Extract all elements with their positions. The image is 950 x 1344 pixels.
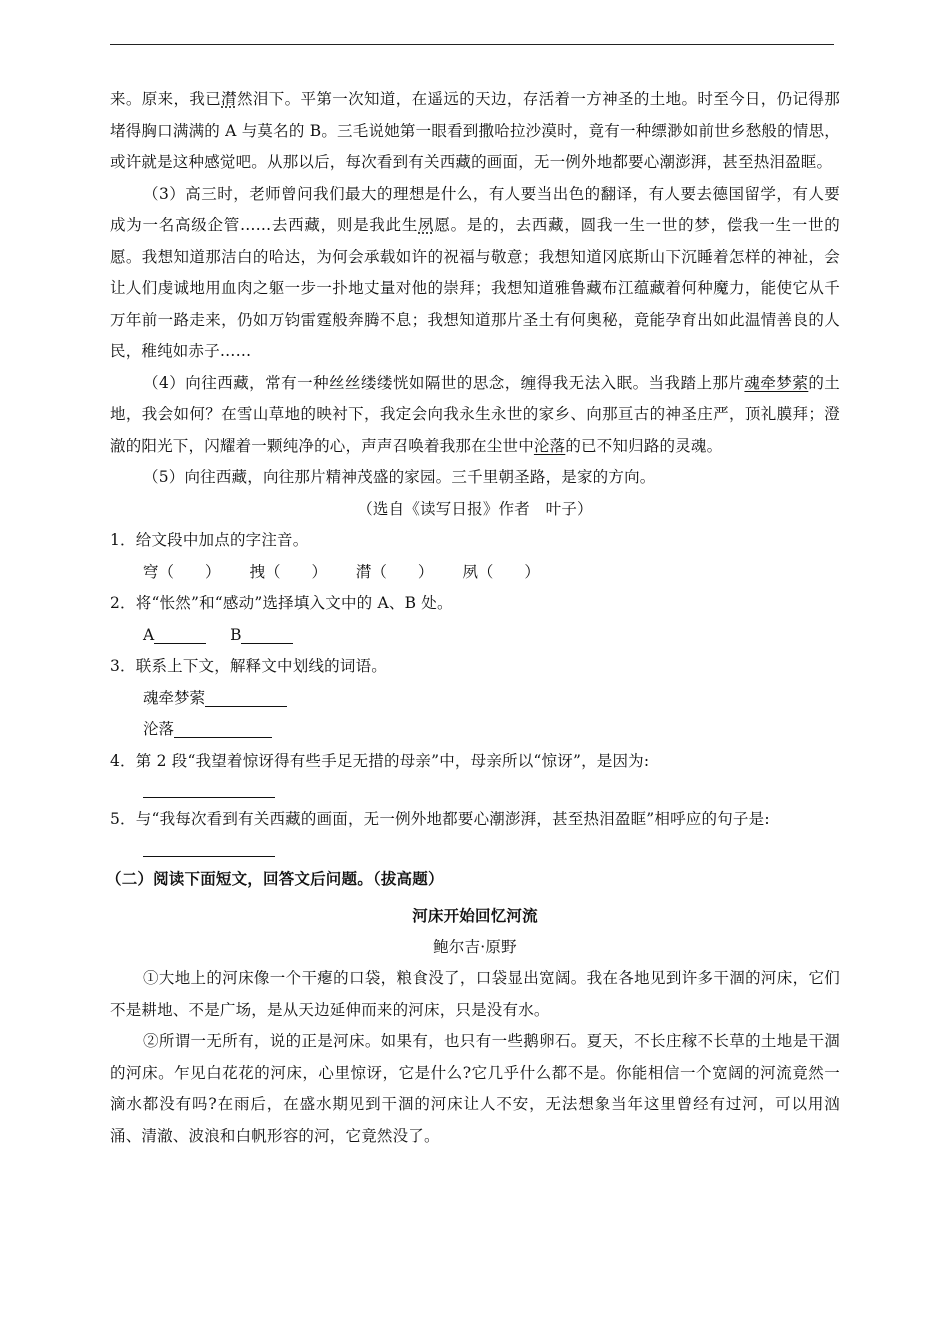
dotted-character: 潸	[221, 90, 237, 108]
pinyin-blank-2[interactable]: 拽（ ）	[249, 562, 327, 581]
term-2: 沦落	[143, 720, 175, 738]
question-3-item-2	[110, 714, 840, 746]
dotted-character: 夙	[418, 216, 435, 234]
text-run: 来。原来，我已	[110, 90, 222, 108]
paragraph-3	[110, 179, 840, 368]
document-body	[106, 84, 841, 1152]
underlined-term: 沦落	[533, 436, 566, 455]
paragraph-4	[110, 368, 840, 463]
text-run: （3）高三时，老师曾问我们最大的理想是什么，有人要当出色的翻译，有人要去德国留学，有人要成为一名高级企管……去西藏，则是我此生	[110, 184, 840, 234]
paragraph-5: （5）向往西藏，向往那片精神茂盛的家园。三千里朝圣路，是家的方向。	[143, 468, 656, 486]
question-2: 2．将“怅然”和“感动”选择填入文中的 A、B 处。	[110, 594, 453, 612]
question-4: 4．第 2 段“我望着惊讶得有些手足无措的母亲”中，母亲所以“惊讶”，是因为:	[110, 751, 650, 770]
term-1-blank[interactable]	[205, 688, 287, 707]
answer-b-blank[interactable]	[241, 625, 293, 644]
text-run: （4）向往西藏，常有一种丝丝缕缕恍如隔世的思念，缠得我无法入眠。当我踏上那片	[143, 373, 745, 392]
question-3: 3．联系上下文，解释文中划线的词语。	[110, 657, 387, 675]
question-1-items	[110, 557, 840, 589]
pinyin-blank-1[interactable]: 穹（ ）	[143, 562, 221, 581]
answer-a-blank[interactable]	[154, 625, 206, 644]
article-paragraph-2: ②所谓一无所有，说的正是河床。如果有，也只有一些鹅卵石。夏天，不长庄稼不长草的土地是干涸的河床。乍见白花花的河床，心里惊讶，它是什么?它几乎什么都不是。你能相信一个宽阔的河流竟然一滴水都没有吗?在雨后，在盛水期见到干涸的河床让人不安，无法想象当年这里曾经有过河，可以用汹涌、清澈、波浪和白帆形容的河，它竟然没了。	[110, 1032, 840, 1145]
question-5-blank[interactable]	[143, 836, 275, 857]
source-citation: （选自《读写日报》作者 叶子）	[357, 499, 593, 518]
text-run: 然泪下。平第一次知道，在遥远的天边，存活着一方神圣的土地。时至今日，仍记得那堵得胸口满满的 A 与莫名的 B。三毛说她第一眼看到撒哈拉沙漠时，竟有一种缥渺如前世乡愁般的情思，或许就是这种感觉吧。从那以后，每次看到有关西藏的画面，无一例外地都要心潮澎湃，甚至热泪盈眶。	[110, 90, 841, 171]
question-1: 1．给文段中加点的字注音。	[110, 531, 309, 549]
article-title: 河床开始回忆河流	[412, 906, 538, 925]
header-rule	[110, 44, 834, 45]
pinyin-blank-3[interactable]: 潸（ ）	[355, 562, 434, 581]
question-4-blank[interactable]	[143, 777, 275, 798]
section-2-heading: （二）阅读下面短文，回答文后问题。（拔高题）	[106, 868, 444, 888]
text-run: 愿。是的，去西藏，圆我一生一世的梦，偿我一生一世的愿。我想知道那洁白的哈达，为何会承载如许的祝福与敬意；我想知道冈底斯山下沉睡着怎样的神祉，会让人们虔诚地用血肉之躯一步一扑地丈量对他的崇拜；我想知道雅鲁藏布江蕴藏着何种魔力，能使它从千万年前一路走来，仍如万钧雷霆般奔腾不息；我想知道那片圣土有何奥秘，竟能孕育出如此温情善良的人民，稚纯如赤子……	[110, 216, 840, 360]
article-paragraph-1: ①大地上的河床像一个干瘪的口袋，粮食没了，口袋显出宽阔。我在各地见到许多干涸的河床，它们不是耕地、不是广场，是从天边延伸而来的河床，只是没有水。	[110, 969, 840, 1019]
text-run: 的已不知归路的灵魂。	[565, 436, 723, 455]
term-1: 魂牵梦萦	[143, 688, 206, 707]
pinyin-blank-4[interactable]: 夙（ ）	[462, 562, 540, 581]
answer-b-label: B	[230, 625, 242, 644]
paragraph-2-tail	[110, 84, 840, 179]
term-2-blank[interactable]	[174, 719, 272, 738]
article-author: 鲍尔吉·原野	[433, 937, 517, 956]
question-2-answers	[110, 620, 840, 652]
question-3-item-1	[110, 683, 840, 715]
question-5: 5．与“我每次看到有关西藏的画面，无一例外地都要心潮澎湃，甚至热泪盈眶”相呼应的句子是:	[110, 810, 770, 828]
text-run: 的土地，我会如何？在雪山草地的映衬下，我定会向我永生永世的家乡、向那亘古的神圣庄严，顶礼膜拜；澄澈的阳光下，闪耀着一颗纯净的心，声声召唤着我那在尘世中	[110, 373, 840, 455]
answer-a-label: A	[143, 625, 155, 644]
underlined-term: 魂牵梦萦	[744, 373, 809, 392]
